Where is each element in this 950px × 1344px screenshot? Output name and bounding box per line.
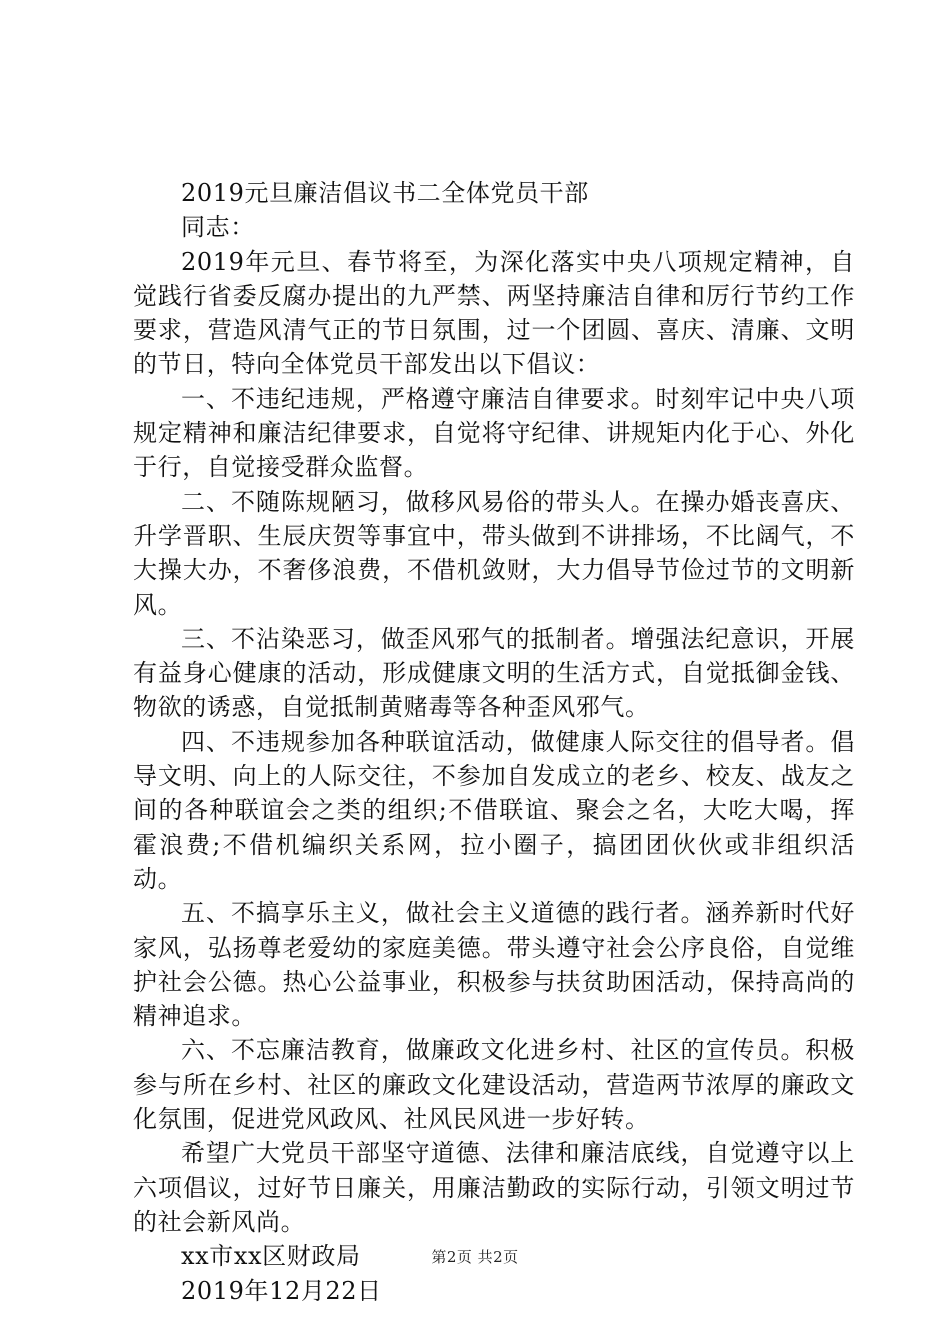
paragraph-item-2: 二、不随陈规陋习，做移风易俗的带头人。在操办婚丧喜庆、升学晋职、生辰庆贺等事宜中，带头做到不讲排场，不比阔气，不大操大办，不奢侈浪费，不借机敛财，大力倡导节俭过节的文明新风。 [133, 487, 855, 619]
paragraph-item-6: 六、不忘廉洁教育，做廉政文化进乡村、社区的宣传员。积极参与所在乡村、社区的廉政文化建设活动，营造两节浓厚的廉政文化氛围，促进党风政风、社风民风进一步好转。 [133, 1036, 855, 1134]
paragraph-item-1: 一、不违纪违规，严格遵守廉洁自律要求。时刻牢记中央八项规定精神和廉洁纪律要求，自觉将守纪律、讲规矩内化于心、外化于行，自觉接受群众监督。 [133, 384, 855, 482]
page-footer: 第2页 共2页 [431, 1248, 519, 1266]
salutation: 同志： [181, 213, 255, 242]
document-title-line: 2019元旦廉洁倡议书二全体党员干部 [181, 179, 589, 207]
paragraph-closing: 希望广大党员干部坚守道德、法律和廉洁底线，自觉遵守以上六项倡议，过好节日廉关，用廉洁勤政的实际行动，引领文明过节的社会新风尚。 [133, 1139, 855, 1236]
paragraph-intro: 2019年元旦、春节将至，为深化落实中央八项规定精神，自觉践行省委反腐办提出的九严禁、两坚持廉洁自律和厉行节约工作要求，营造风清气正的节日氛围，过一个团圆、喜庆、清廉、文明的节日，特向全体党员干部发出以下倡议： [133, 247, 855, 379]
date: 2019年12月22日 [181, 1276, 382, 1305]
paragraph-item-3: 三、不沾染恶习，做歪风邪气的抵制者。增强法纪意识，开展有益身心健康的活动，形成健康文明的生活方式，自觉抵御金钱、物欲的诱惑，自觉抵制黄赌毒等各种歪风邪气。 [133, 624, 855, 722]
paragraph-item-4: 四、不违规参加各种联谊活动，做健康人际交往的倡导者。倡导文明、向上的人际交往，不参加自发成立的老乡、校友、战友之间的各种联谊会之类的组织;不借联谊、聚会之名，大吃大喝，挥霍浪费;不借机编织关系网，拉小圈子，搞团团伙伙或非组织活动。 [133, 727, 855, 893]
signature: xx市xx区财政局 [181, 1242, 361, 1271]
document-body [133, 176, 855, 1308]
paragraph-item-5: 五、不搞享乐主义，做社会主义道德的践行者。涵养新时代好家风，弘扬尊老爱幼的家庭美德。带头遵守社会公序良俗，自觉维护社会公德。热心公益事业，积极参与扶贫助困活动，保持高尚的精神追求。 [133, 899, 855, 1031]
